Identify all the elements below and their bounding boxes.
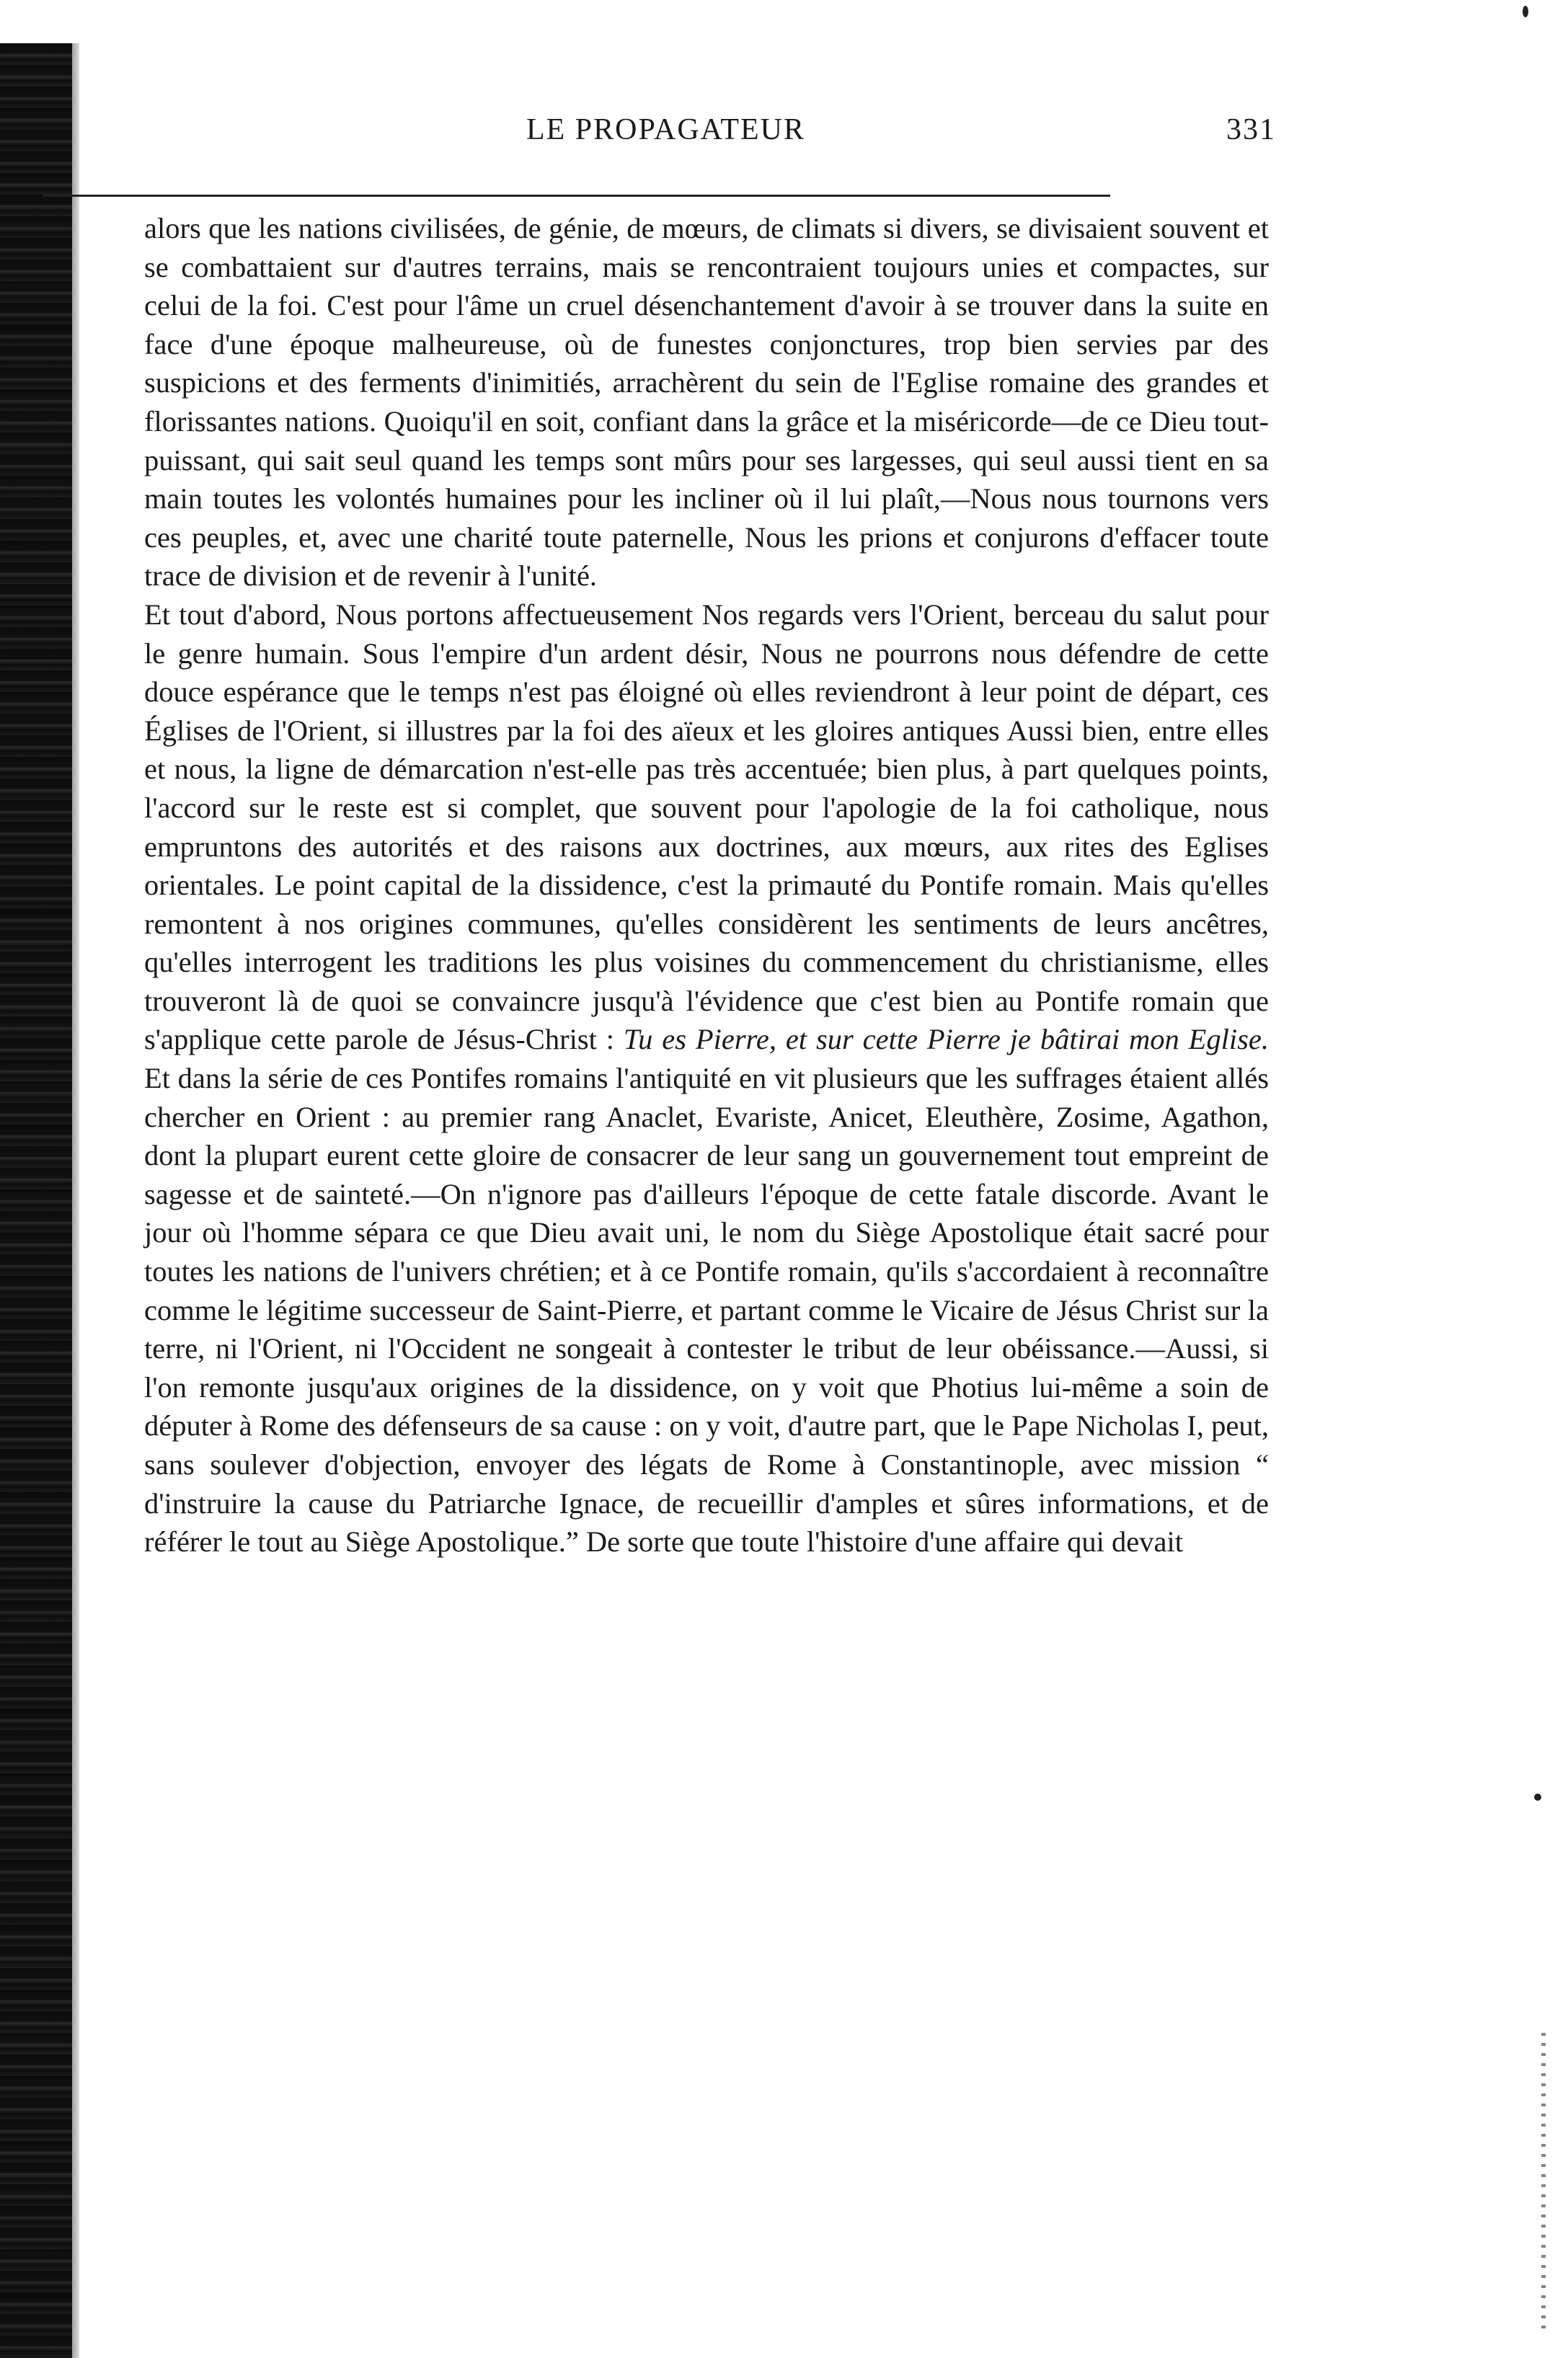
header-rule [43, 195, 1110, 197]
scan-border-shadow [72, 43, 79, 2358]
scripture-quote: Tu es Pierre, et sur cette Pierre je bâtirai mon Eglise. [623, 1023, 1269, 1056]
body-text [144, 209, 1269, 1561]
scan-speck [1523, 6, 1528, 17]
running-header [137, 101, 1276, 151]
scan-speck [1534, 1794, 1541, 1801]
running-title: LE PROPAGATEUR [526, 113, 806, 146]
scan-specks-right [1541, 2033, 1546, 2336]
paragraph-text: Et dans la série de ces Pontifes romains l'antiquité en vit plusieurs que les suffrages étaient allés chercher en Orient : au premier rang Anaclet, Evariste, Anicet, Eleuthère, Zosime, Agathon, dont la plupart eurent cette gloire de consacrer de leur sang un gouvernement tout empreint de sagesse et de sainteté.—On n'ignore pas d'ailleurs l'époque de cette fatale discorde. Avant le jour où l'homme sépara ce que Dieu avait uni, le nom du Siège Apostolique était sacré pour toutes les nations de l'univers chrétien; et à ce Pontife romain, qu'ils s'accordaient à reconnaître comme le légitime successeur de Saint-Pierre, et partant comme le Vicaire de Jésus Christ sur la terre, ni l'Orient, ni l'Occident ne songeait à contester le tribut de leur obéissance.—Aussi, si l'on remonte jusqu'aux origines de la dissidence, on y voit que Photius lui-même a soin de députer à Rome des défenseurs de sa cause : on y voit, d'autre part, que le Pape Nicholas I, peut, sans soulever d'objection, envoyer des légats de Rome à Constantinople, avec mission “ d'instruire la cause du Patriarche Ignace, de recueillir d'amples et sûres informations, et de référer le tout au Siège Apostolique.” De sorte que toute l'histoire d'une affaire qui devait [144, 1062, 1269, 1559]
paragraph [144, 595, 1269, 1561]
page [137, 101, 1276, 151]
paragraph: alors que les nations civilisées, de génie, de mœurs, de climats si divers, se divisaient souvent et se combattaient sur d'autres terrains, mais se rencontraient toujours unies et compactes, sur celui de la foi. C'est pour l'âme un cruel désenchantement d'avoir à se trouver dans la suite en face d'une époque malheureuse, où de funestes conjonctures, trop bien servies par des suspicions et des ferments d'inimitiés, arrachèrent du sein de l'Eglise romaine des grandes et florissantes nations. Quoiqu'il en soit, confiant dans la grâce et la miséricorde—de ce Dieu tout-puissant, qui sait seul quand les temps sont mûrs pour ses largesses, qui seul aussi tient en sa main toutes les volontés humaines pour les incliner où il lui plaît,—Nous nous tournons vers ces peuples, et, avec une charité toute paternelle, Nous les prions et conjurons d'effacer toute trace de division et de revenir à l'unité. [144, 212, 1269, 593]
page-number: 331 [1226, 113, 1276, 146]
scan-border-left [0, 43, 72, 2358]
paragraph-text: Et tout d'abord, Nous portons affectueusement Nos regards vers l'Orient, berceau du salut pour le genre humain. Sous l'empire d'un ardent désir, Nous ne pourrons nous défendre de cette douce espérance que le temps n'est pas éloigné où elles reviendront à leur point de départ, ces Églises de l'Orient, si illustres par la foi des aïeux et les gloires antiques Aussi bien, entre elles et nous, la ligne de démarcation n'est-elle pas très accentuée; bien plus, à part quelques points, l'accord sur le reste est si complet, que souvent pour l'apologie de la foi catholique, nous empruntons des autorités et des raisons aux doctrines, aux mœurs, aux rites des Eglises orientales. Le point capital de la dissidence, c'est la primauté du Pontife romain. Mais qu'elles remontent à nos origines communes, qu'elles considèrent les sentiments de leurs ancêtres, qu'elles interrogent les traditions les plus voisines du commencement du christianisme, elles trouveront là de quoi se convaincre jusqu'à l'évidence que c'est bien au Pontife romain que s'applique cette parole de Jésus-Christ : [144, 598, 1269, 1056]
